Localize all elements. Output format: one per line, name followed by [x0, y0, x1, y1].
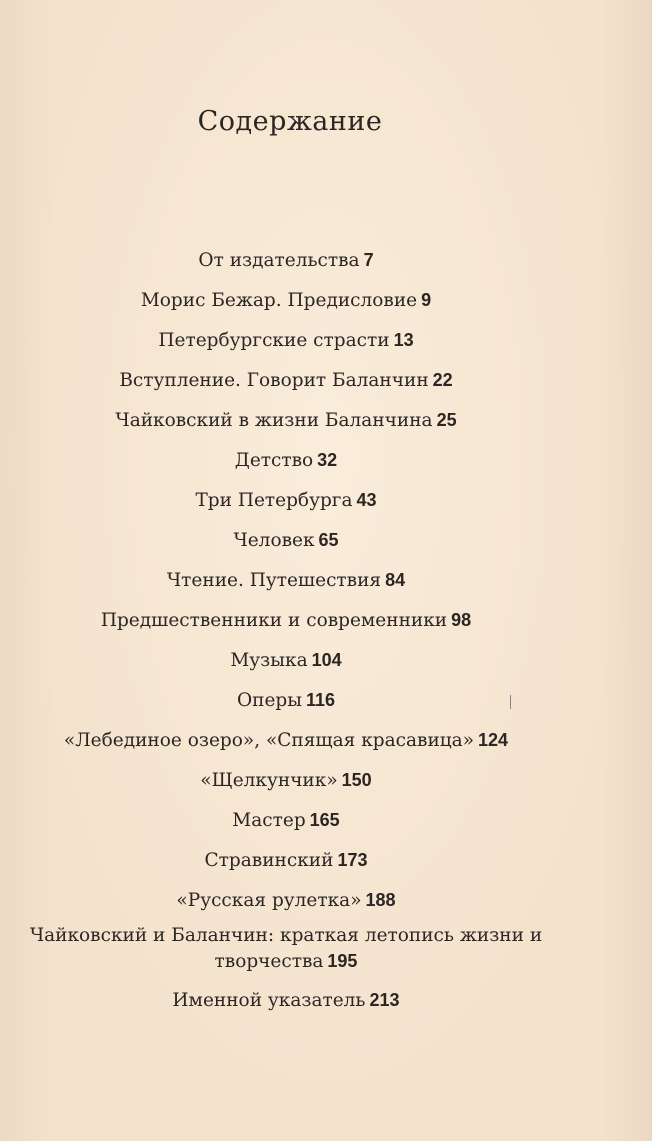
toc-entry-title: «Лебединое озеро», «Спящая красавица» [63, 730, 475, 751]
toc-entry [0, 684, 572, 724]
toc-entry [0, 324, 572, 364]
toc-entry [0, 404, 572, 444]
toc-entry-title: Стравинский [204, 850, 334, 871]
toc-entry-page: 150 [341, 770, 372, 790]
toc-entry-title: Музыка [230, 650, 308, 671]
toc-entry-title: Три Петербурга [195, 490, 353, 511]
toc-entry-title: Чтение. Путешествия [166, 570, 382, 591]
toc-entry-title: Чайковский в жизни Баланчина [115, 410, 433, 431]
toc-entry [0, 244, 572, 284]
toc-entry-page: 13 [393, 330, 414, 350]
toc-entry [0, 844, 572, 884]
toc-entry-title: Предшественники и современники [100, 610, 448, 631]
toc-entry-page: 43 [356, 490, 377, 510]
toc-entry [0, 524, 572, 564]
toc-entry-title: Вступление. Говорит Баланчин [119, 370, 429, 391]
toc-entry [0, 884, 572, 924]
toc-entry [0, 924, 572, 984]
toc-entry-title: Человек [233, 530, 315, 551]
toc-entry-page: 22 [432, 370, 453, 390]
toc-entry-title: Мастер [232, 810, 306, 831]
toc-entry [0, 484, 572, 524]
toc-entry [0, 804, 572, 844]
toc-entry [0, 644, 572, 684]
toc-entry-title: Детство [234, 450, 314, 471]
toc-entry [0, 284, 572, 324]
toc-entry-title: Чайковский и Баланчин: краткая летопись жизни и творчества [29, 925, 543, 972]
toc-entry [0, 984, 572, 1024]
toc-entry [0, 564, 572, 604]
toc-entry-title: От издательства [198, 250, 360, 271]
toc-entry-title: Морис Бежар. Предисловие [140, 290, 418, 311]
toc-entry [0, 444, 572, 484]
toc-entry-page: 195 [327, 951, 358, 971]
toc-entry [0, 604, 572, 644]
toc-entry-page: 9 [421, 290, 432, 310]
toc-entry-page: 25 [436, 410, 457, 430]
toc-entry-page: 124 [478, 730, 509, 750]
toc-entry-page: 7 [363, 250, 374, 270]
toc-entry-page: 84 [385, 570, 406, 590]
toc-entry [0, 364, 572, 404]
toc-entry-title: «Русская рулетка» [176, 890, 362, 911]
toc-entry-title: Оперы [236, 690, 302, 711]
toc-entry-page: 65 [318, 530, 339, 550]
table-of-contents [0, 244, 572, 1024]
toc-entry-page: 188 [365, 890, 396, 910]
toc-entry-title: «Щелкунчик» [200, 770, 338, 791]
toc-entry-page: 116 [305, 690, 336, 710]
toc-entry [0, 724, 572, 764]
toc-entry-title: Именной указатель [172, 990, 366, 1011]
pencil-mark [510, 695, 511, 709]
toc-entry-page: 213 [369, 990, 400, 1010]
toc-entry-title: Петербургские страсти [158, 330, 390, 351]
toc-entry-page: 104 [311, 650, 342, 670]
toc-entry-page: 173 [337, 850, 368, 870]
toc-entry-page: 165 [309, 810, 340, 830]
toc-entry-page: 98 [451, 610, 472, 630]
toc-entry [0, 764, 572, 804]
page-title: Содержание [197, 106, 383, 137]
toc-entry-page: 32 [317, 450, 338, 470]
